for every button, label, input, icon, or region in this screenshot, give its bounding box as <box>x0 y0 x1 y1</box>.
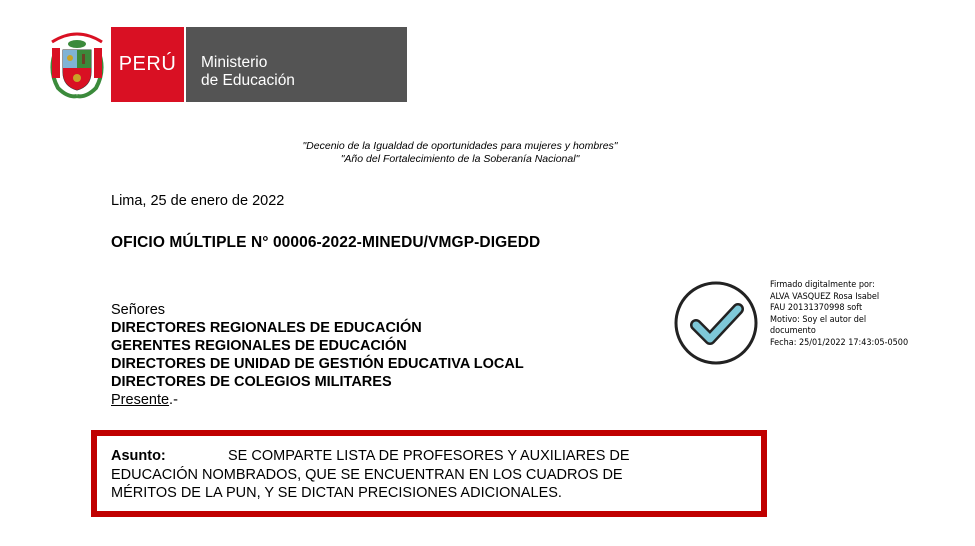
document-date: Lima, 25 de enero de 2022 <box>111 193 285 209</box>
presente-line <box>111 391 524 409</box>
decenio-line-1: "Decenio de la Igualdad de oportunidades para mujeres y hombres" <box>302 140 618 152</box>
signature-line: ALVA VASQUEZ Rosa Isabel <box>770 291 880 302</box>
signature-line: documento <box>770 326 816 336</box>
presente-suffix: .- <box>169 392 178 408</box>
recipient-line: DIRECTORES DE COLEGIOS MILITARES <box>111 374 392 390</box>
signature-line: Fecha: 25/01/2022 17:43:05-0500 <box>770 337 909 348</box>
signature-line: Firmado digitalmente por: <box>770 280 875 290</box>
asunto-line-3: MÉRITOS DE LA PUN, Y SE DICTAN PRECISIONES ADICIONALES. <box>111 485 562 501</box>
peru-brand-label <box>111 27 184 102</box>
coat-of-arms-logo <box>46 30 108 100</box>
recipients-block <box>111 301 524 409</box>
recipient-line: DIRECTORES DE UNIDAD DE GESTIÓN EDUCATIVA LOCAL <box>111 356 524 372</box>
asunto-line-1 <box>111 447 771 466</box>
signature-line: Motivo: Soy el autor del <box>770 314 867 325</box>
digital-signature-text <box>770 280 908 349</box>
checkmark-circle-icon <box>672 279 760 367</box>
presente-word: Presente <box>111 392 170 408</box>
ministry-line-1: Ministerio <box>201 54 268 71</box>
recipient-line: GERENTES REGIONALES DE EDUCACIÓN <box>111 338 407 354</box>
decenio-line-2: "Año del Fortalecimiento de la Soberanía Nacional" <box>340 153 580 165</box>
salutation: Señores <box>111 302 166 318</box>
peru-text: PERÚ <box>118 53 177 75</box>
ministry-brand-label <box>186 27 407 102</box>
asunto-block <box>111 447 771 503</box>
signature-line: FAU 20131370998 soft <box>770 303 863 313</box>
asunto-line-2: EDUCACIÓN NOMBRADOS, QUE SE ENCUENTRAN EN LOS CUADROS DE <box>111 466 623 483</box>
asunto-text-1: SE COMPARTE LISTA DE PROFESORES Y AUXILIARES DE <box>228 448 630 464</box>
recipient-line: DIRECTORES REGIONALES DE EDUCACIÓN <box>111 320 422 336</box>
asunto-label: Asunto: <box>111 448 166 464</box>
ministry-line-2: de Educación <box>201 72 295 89</box>
document-title: OFICIO MÚLTIPLE N° 00006-2022-MINEDU/VMGP-DIGEDD <box>111 234 541 251</box>
